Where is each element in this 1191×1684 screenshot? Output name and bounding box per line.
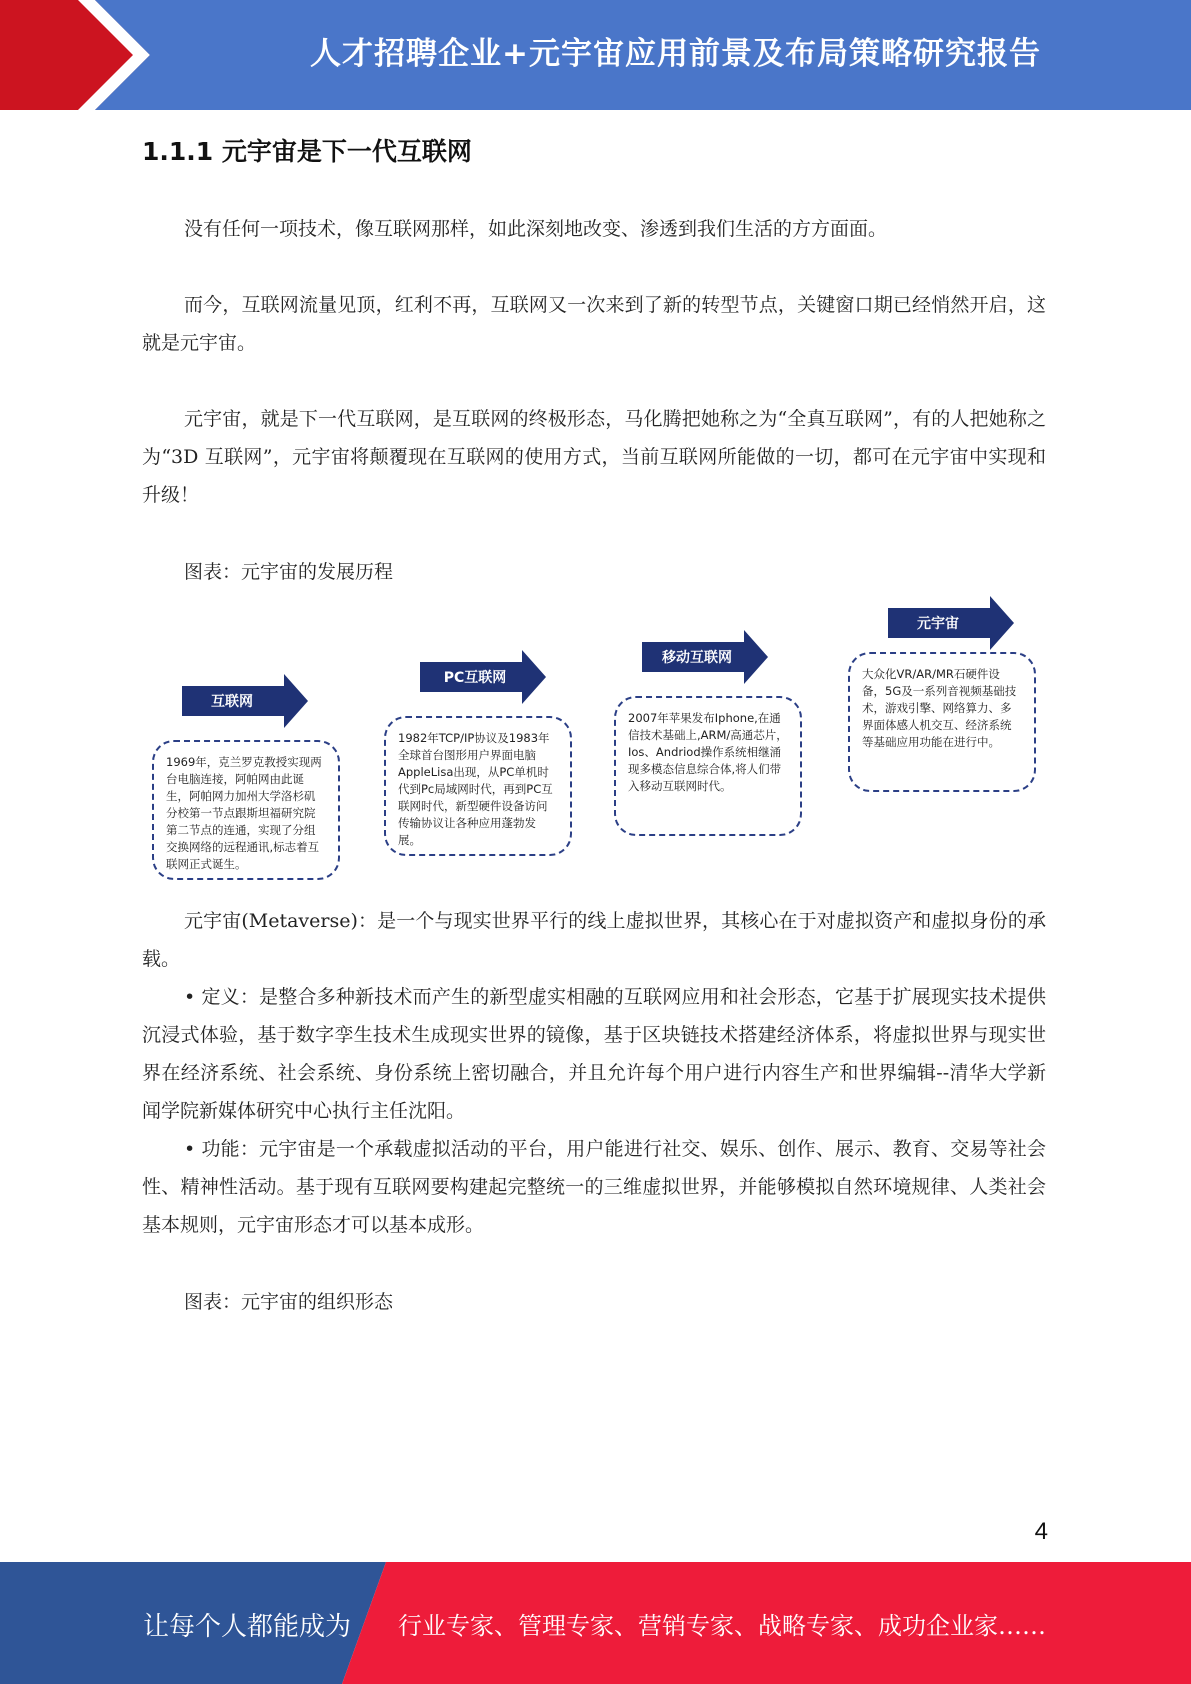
footer-slogan-right: 行业专家、管理专家、营销专家、战略专家、成功企业家…… <box>398 1612 1046 1640</box>
timeline-box-internet: 1969年，克兰罗克教授实现两台电脑连接，阿帕网由此诞生，阿帕网力加州大学洛杉矶分校第一节点跟斯坦福研究院第二节点的连通，实现了分组交换网络的远程通讯,标志着互联网正式诞生。 <box>152 740 340 880</box>
page-number: 4 <box>1034 1518 1048 1545</box>
timeline-box-metaverse: 大众化VR/AR/MR石硬件设备，5G及一系列音视频基础技术，游戏引擎、网络算力、多界面体感人机交互、经济系统等基础应用功能在进行中。 <box>848 652 1036 792</box>
timeline-label-mobile-internet: 移动互联网 <box>662 650 732 666</box>
paragraph-3: 元宇宙，就是下一代互联网，是互联网的终极形态，马化腾把她称之为“全真互联网”，有的人把她称之为“3D 互联网”，元宇宙将颠覆现在互联网的使用方式，当前互联网所能做的一切，都可在元宇宙中实现和升级！ <box>142 408 1046 506</box>
header-banner <box>0 0 1191 110</box>
paragraph-2: 而今，互联网流量见顶，红利不再，互联网又一次来到了新的转型节点，关键窗口期已经悄然开启，这就是元宇宙。 <box>142 294 1046 354</box>
timeline-label-metaverse: 元宇宙 <box>917 616 959 632</box>
report-title: 人才招聘企业+元宇宙应用前景及布局策略研究报告 <box>310 36 1041 72</box>
timeline-caption: 图表：元宇宙的发展历程 <box>184 561 394 583</box>
timeline-label-pc-internet: PC互联网 <box>443 670 507 686</box>
timeline-label-internet: 互联网 <box>211 694 253 710</box>
footer-slogan-left: 让每个人都能成为 <box>143 1612 352 1642</box>
timeline-box-mobile-internet: 2007年苹果发布Iphone,在通信技术基础上,ARM/高通芯片，Ios、Andriod操作系统相继涌现多模态信息综合体,将人们带入移动互联网时代。 <box>614 696 802 836</box>
paragraph-metaverse: 元宇宙(Metaverse)：是一个与现实世界平行的线上虚拟世界，其核心在于对虚拟资产和虚拟身份的承载。 <box>142 910 1046 970</box>
timeline-box-pc-internet: 1982年TCP/IP协议及1983年全球首台图形用户界面电脑AppleLisa出现，从PC单机时代到Pc局域网时代，再到PC互联网时代，新型硬件设备访问传输协议让各种应用蓬勃发展。 <box>384 716 572 856</box>
organization-caption: 图表：元宇宙的组织形态 <box>184 1291 394 1313</box>
footer-banner <box>0 1562 1191 1684</box>
section-heading: 1.1.1 元宇宙是下一代互联网 <box>142 137 472 166</box>
timeline-figure <box>142 590 1046 890</box>
paragraph-1: 没有任何一项技术，像互联网那样，如此深刻地改变、渗透到我们生活的方方面面。 <box>184 218 888 240</box>
paragraph-definition: • 定义：是整合多种新技术而产生的新型虚实相融的互联网应用和社会形态，它基于扩展现实技术提供沉浸式体验，基于数字孪生技术生成现实世界的镜像，基于区块链技术搭建经济体系，将虚拟世界与现实世界在经济系统、社会系统、身份系统上密切融合，并且允许每个用户进行内容生产和世界编辑--清华大学新闻学院新媒体研究中心执行主任沈阳。 <box>142 986 1046 1122</box>
paragraph-function: • 功能：元宇宙是一个承载虚拟活动的平台，用户能进行社交、娱乐、创作、展示、教育、交易等社会性、精神性活动。基于现有互联网要构建起完整统一的三维虚拟世界，并能够模拟自然环境规律、人类社会基本规则，元宇宙形态才可以基本成形。 <box>142 1138 1046 1236</box>
